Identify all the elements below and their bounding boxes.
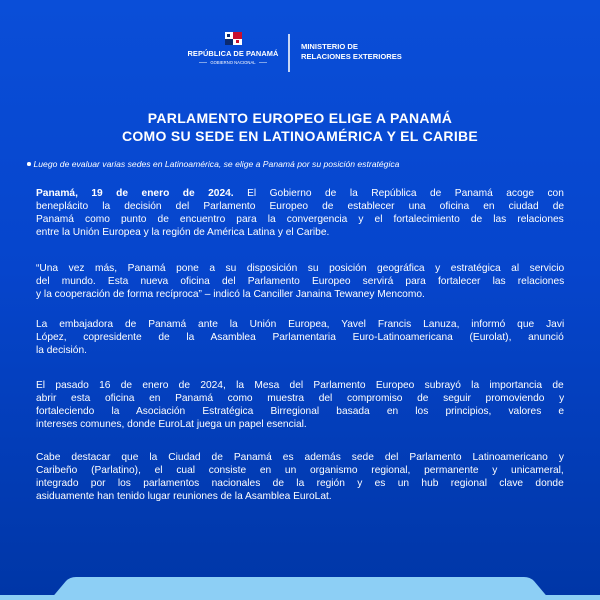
republic-name: REPÚBLICA DE PANAMÁ [187,49,279,58]
subtitle-text: Luego de evaluar varias sedes en Latinoamérica, se elige a Panamá por su posición estratégica [33,159,400,169]
government-label [186,60,280,65]
paragraph-5 [36,451,564,503]
dateline: Panamá, 19 de enero de 2024. [36,188,234,199]
paragraph-line: integrado por los parlamentos nacionales de la región y es un hub regional clave donde [36,478,564,489]
subtitle [27,159,587,169]
ministry-line-1: MINISTERIO DE [301,42,358,51]
paragraph-2 [36,262,564,301]
paragraph-line: y la cooperación de forma recíproca” – indicó la Canciller Janaina Tewaney Mencomo. [36,289,425,300]
paragraph-line: “Una vez más, Panamá pone a su disposición su posición geográfica y estratégica al servicio [36,263,564,274]
headline-line-2: COMO SU SEDE EN LATINOAMÉRICA Y EL CARIBE [121,127,479,144]
paragraph-text: El Gobierno de la República de Panamá acoge con [233,188,564,199]
paragraph-line: fortaleciendo la Asociación Estratégica Birregional basada en los principios, valores e [36,406,564,417]
paragraph-line: asiduamente han tenido lugar reuniones de la Asamblea EuroLat. [36,491,332,502]
header [0,30,600,74]
paragraph-4 [36,379,564,431]
paragraph-line: intereses comunes, donde EuroLat juega un papel esencial. [36,419,307,430]
republic-logo [186,30,280,65]
government-label-text: GOBIERNO NACIONAL [210,60,256,65]
header-divider [288,34,290,72]
paragraph-line: El pasado 16 de enero de 2024, la Mesa del Parlamento Europeo subrayó la importancia de [36,380,564,391]
paragraph-line: entre la Unión Europea y la región de América Latina y el Caribe. [36,227,330,238]
footer-tab [50,576,550,600]
paragraph-line: Panamá como punto de encuentro para la convergencia y el fortalecimiento de las relaciones [36,214,564,225]
paragraph-line: del mundo. Esta nueva oficina del Parlamento Europeo servirá para fortalecer las relaciones [36,276,564,287]
bullet-icon [27,162,31,166]
paragraph-line: beneplácito la decisión del Parlamento Europeo de establecer una oficina en ciudad de [36,201,564,212]
paragraph-line [36,187,564,200]
headline [0,110,600,145]
paragraph-line: la decisión. [36,345,87,356]
paragraph-line: López, copresidente de la Asamblea Parlamentaria Euro-Latinoamericana (Eurolat), anunció [36,332,564,343]
headline-line-1: PARLAMENTO EUROPEO ELIGE A PANAMÁ [147,110,453,126]
paragraph-line: Cabe destacar que la Ciudad de Panamá es además sede del Parlamento Latinoamericano y [36,452,564,463]
paragraph-3 [36,318,564,357]
panama-flag-icon [225,32,242,45]
paragraph-line: La embajadora de Panamá ante la Unión Europea, Yavel Francis Lanuza, informó que Javi [36,319,564,330]
paragraph-line: abrir esta oficina en Panamá como muestra del compromiso de seguir promoviendo y [36,393,564,404]
ministry-line-2: RELACIONES EXTERIORES [301,51,402,61]
paragraph-line: Caribeño (Parlatino), el cual consiste en un organismo regional, permanente y unicameral, [36,465,564,476]
paragraph-1 [36,187,564,239]
ministry-name [301,42,402,61]
